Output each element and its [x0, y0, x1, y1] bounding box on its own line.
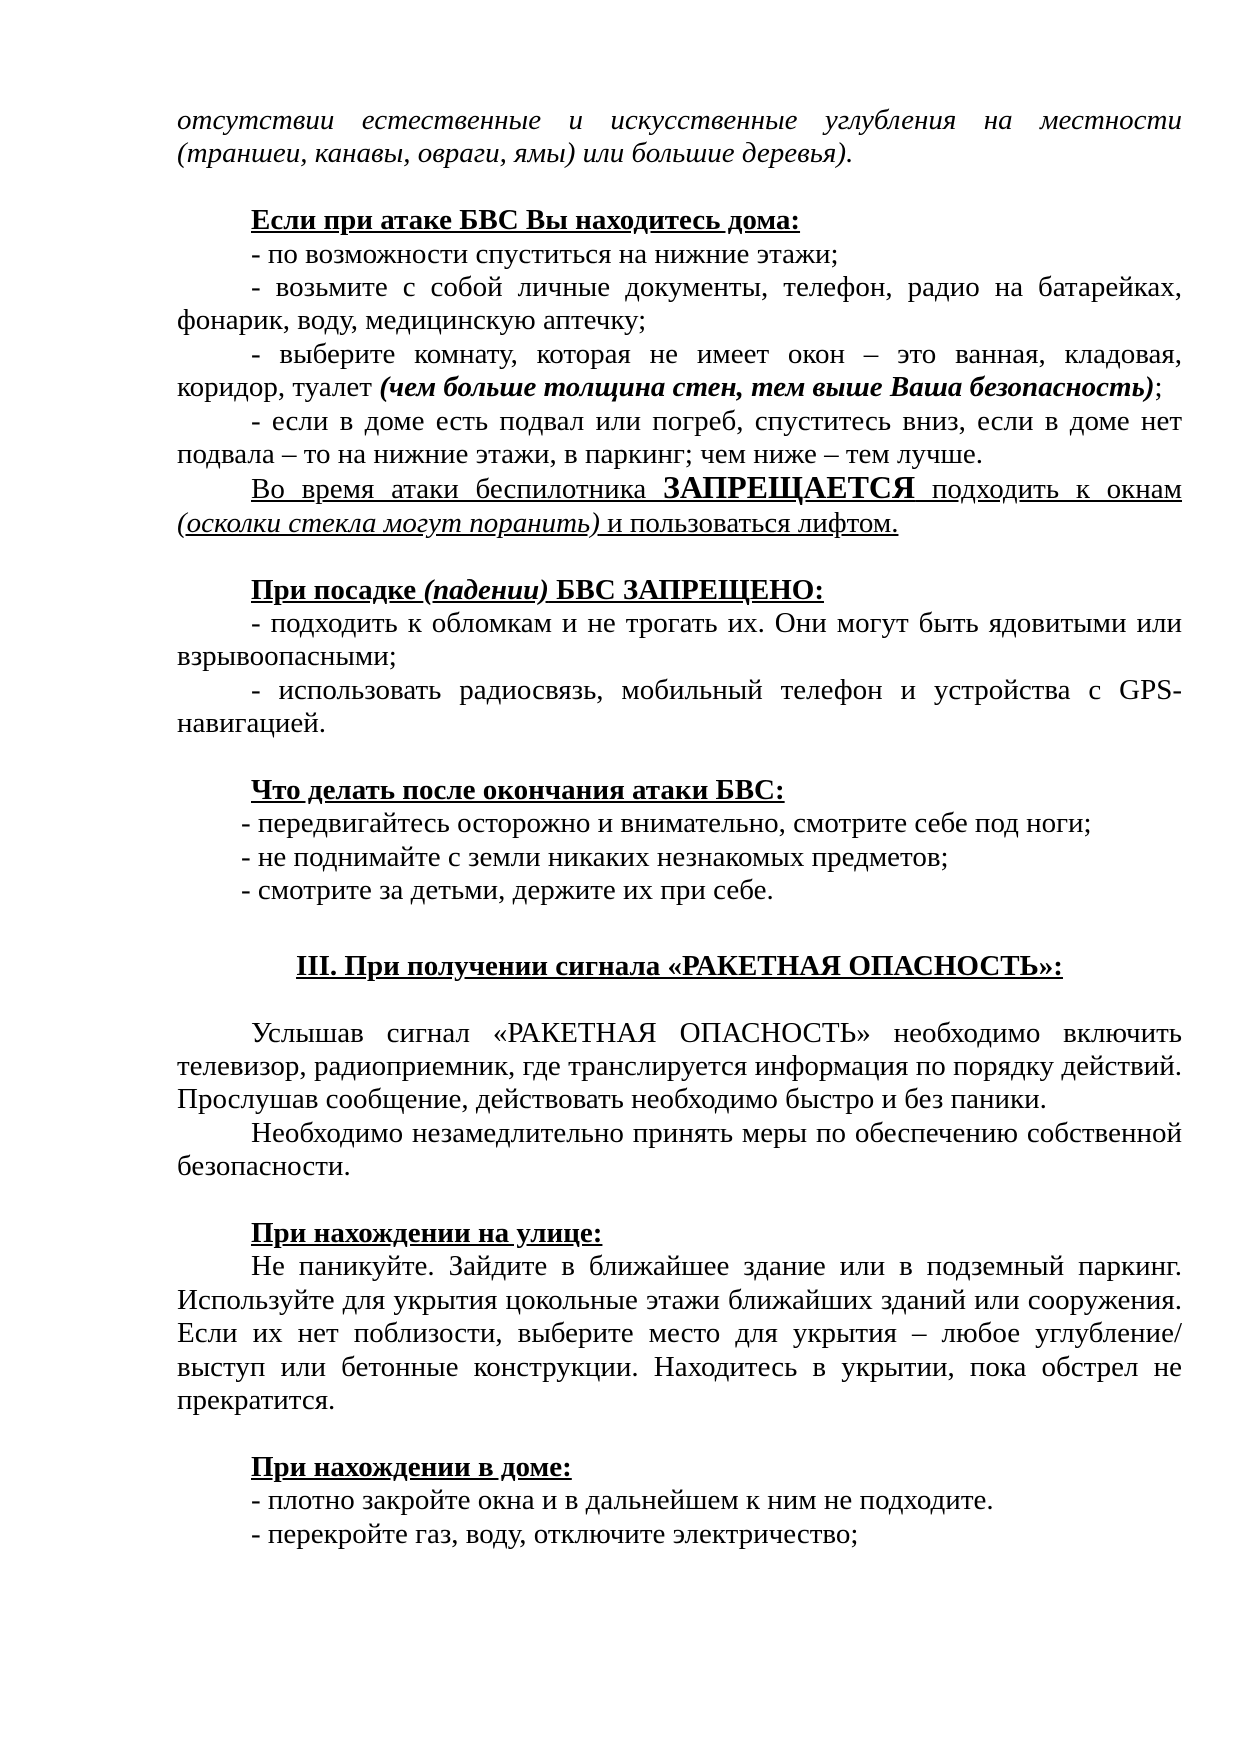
section4-heading	[177, 950, 1182, 983]
warning-forbidden-word: ЗАПРЕЩАЕТСЯ	[662, 469, 916, 506]
intro-paragraph	[177, 104, 1182, 171]
s1-bullet-3	[177, 338, 1182, 405]
blank-line	[177, 171, 1182, 204]
section2-heading-tail: БВС ЗАПРЕЩЕНО:	[548, 573, 824, 606]
section2-heading-lead: При посадке	[251, 573, 424, 606]
section6-heading	[177, 1451, 1182, 1484]
blank-line	[177, 540, 1182, 573]
s5-paragraph	[177, 1250, 1182, 1417]
s1-bullet-3-emphasis: (чем больше толщина стен, тем выше Ваша безопасность)	[379, 371, 1155, 404]
section5-heading	[177, 1217, 1182, 1250]
s5-paragraph-text: Не паникуйте. Зайдите в ближайшее здание или в подземный паркинг. Используйте для укрытия цокольные этажи ближайших зданий или сооружения. Если их нет поблизости, выберите место для укрытия – любое углубление/выступ или бетонные конструкции. Находитесь в укрытии, пока обстрел не прекратится.	[177, 1250, 1182, 1416]
s6-bullet-1	[177, 1484, 1182, 1517]
s1-bullet-1-text: - по возможности спуститься на нижние этажи;	[251, 237, 839, 270]
s3-bullet-2-text: - не поднимайте с земли никаких незнакомых предметов;	[241, 840, 949, 873]
s1-bullet-1	[177, 238, 1182, 271]
s2-bullet-2-text: - использовать радиосвязь, мобильный телефон и устройства с GPS-навигацией.	[177, 673, 1182, 740]
s3-bullet-3-text: - смотрите за детьми, держите их при себе.	[241, 874, 774, 907]
s2-bullet-2	[177, 674, 1182, 741]
s3-bullet-1	[177, 807, 1182, 840]
blank-line	[177, 983, 1182, 1016]
intro-text: отсутствии естественные и искусственные углубления на местности (траншеи, канавы, овраги, ямы) или большие деревья).	[177, 104, 1182, 170]
warning-tail: и пользоваться лифтом.	[599, 506, 899, 539]
section5-heading-text: При нахождении на улице:	[251, 1216, 603, 1249]
blank-line	[177, 741, 1182, 774]
section2-heading-italic: (падении)	[423, 573, 549, 606]
section1-heading	[177, 204, 1182, 237]
s1-bullet-2-text: - возьмите с собой личные документы, телефон, радио на батарейках, фонарик, воду, медицинскую аптечку;	[177, 271, 1182, 337]
s1-bullet-3-tail: ;	[1154, 371, 1163, 404]
blank-line	[177, 1417, 1182, 1450]
warning-italic-note: (осколки стекла могут поранить)	[177, 506, 600, 539]
s1-bullet-4-text: - если в доме есть подвал или погреб, спуститесь вниз, если в доме нет подвала – то на нижние этажи, в паркинг; чем ниже – тем лучше.	[177, 404, 1182, 471]
s4-paragraph-2	[177, 1117, 1182, 1184]
s6-bullet-1-text: - плотно закройте окна и в дальнейшем к ним не подходите.	[251, 1484, 994, 1517]
section3-heading-text: Что делать после окончания атаки БВС:	[251, 774, 785, 807]
section1-heading-text: Если при атаке БВС Вы находитесь дома:	[251, 204, 801, 237]
blank-line	[177, 1184, 1182, 1217]
section3-heading	[177, 774, 1182, 807]
blank-line	[177, 908, 1182, 950]
s3-bullet-1-text: - передвигайтесь осторожно и внимательно, смотрите себе под ноги;	[241, 807, 1092, 840]
s2-bullet-1-text: - подходить к обломкам и не трогать их. Они могут быть ядовитыми или взрывоопасными;	[177, 607, 1182, 673]
s6-bullet-2	[177, 1518, 1182, 1551]
s3-bullet-3	[177, 874, 1182, 907]
s4-paragraph-1-text: Услышав сигнал «РАКЕТНАЯ ОПАСНОСТЬ» необходимо включить телевизор, радиоприемник, где транслируется информация по порядку действий. Прослушав сообщение, действовать необходимо быстро и без паники.	[177, 1016, 1182, 1116]
s1-bullet-2	[177, 271, 1182, 338]
s2-bullet-1	[177, 607, 1182, 674]
s1-bullet-4	[177, 405, 1182, 472]
section2-heading	[177, 574, 1182, 607]
s3-bullet-2	[177, 841, 1182, 874]
s1-bullet-3-text: - выберите комнату, которая не имеет окон – это ванная, кладовая, коридор, туалет	[177, 337, 1182, 404]
s1-warning	[177, 471, 1182, 540]
section6-heading-text: При нахождении в доме:	[251, 1450, 572, 1483]
warning-mid: подходить к окнам	[915, 473, 1183, 506]
s6-bullet-2-text: - перекройте газ, воду, отключите электричество;	[251, 1517, 859, 1550]
s4-paragraph-1	[177, 1017, 1182, 1117]
warning-lead: Во время атаки беспилотника	[251, 473, 663, 506]
s4-paragraph-2-text: Необходимо незамедлительно принять меры по обеспечению собственной безопасности.	[177, 1116, 1182, 1183]
section4-heading-text: III. При получении сигнала «РАКЕТНАЯ ОПАСНОСТЬ»:	[296, 949, 1063, 982]
